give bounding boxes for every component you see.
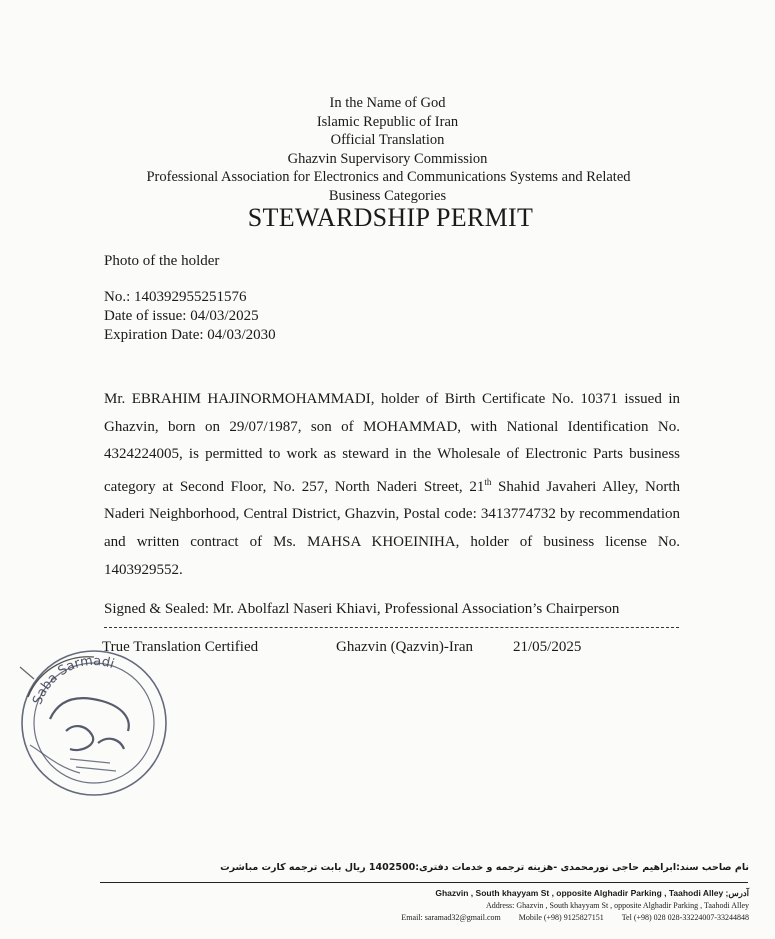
footer-email: Email: saramad32@gmail.com — [401, 913, 501, 922]
certification-location: Ghazvin (Qazvin)-Iran — [336, 639, 474, 655]
footer-divider — [100, 882, 748, 883]
footer-persian-note: نام صاحب سند:ابراهیم حاجی نورمحمدی -هزینه ترجمه و خدمات دفتری:1402500 ریال بابت ترجمه کارت مباشرت — [220, 862, 749, 873]
photo-label: Photo of the holder — [104, 253, 220, 269]
permit-number: No.: 140392955251576 — [104, 289, 247, 305]
body-part-2: Shahid Javaheri Alley, North Naderi Neighborhood, Central District, Ghazvin, Postal code: 3413774732 by recommendation and written contract of Ms. MAHSA KHOEINIHA, holder of business license No. 1403929552. — [104, 478, 680, 578]
permit-meta — [104, 288, 276, 345]
issue-date: Date of issue: 04/03/2025 — [104, 308, 259, 324]
certification-label: True Translation Certified — [102, 639, 259, 655]
footer-address: Address: Ghazvin , South khayyam St , opposite Alghadir Parking , Taahodi Alley — [485, 901, 749, 910]
document-header — [0, 94, 775, 205]
footer-contact — [383, 913, 749, 922]
translator-seal-stamp-icon — [10, 627, 172, 799]
body-superscript: th — [484, 476, 492, 487]
permit-body — [104, 386, 680, 584]
header-line-1: In the Name of God — [329, 95, 446, 111]
signed-sealed-line: Signed & Sealed: Mr. Abolfazl Naseri Khiavi, Professional Association’s Chairperson — [104, 601, 620, 617]
header-line-2: Islamic Republic of Iran — [316, 113, 459, 130]
header-line-5: Professional Association for Electronics and Communications Systems and Related — [146, 169, 631, 185]
footer-mobile: Mobile (+98) 9125827151 — [518, 913, 604, 922]
header-line-6: Business Categories — [328, 187, 447, 204]
footer-tel: Tel (+98) 028 028-33224007-33244848 — [621, 913, 749, 922]
body-part-1: Mr. EBRAHIM HAJINORMOHAMMADI, holder of Birth Certificate No. 10371 issued in Ghazvin, born on 29/07/1987, son of MOHAMMAD, with National Identification No. 4324224005, is permitted to work as steward in the Wholesale of Electronic Parts business category at Second Floor, No. 257, North Naderi Street, 21 — [104, 391, 680, 495]
footer-address-bold: Ghazvin , South khayyam St , opposite Alghadir Parking , Taahodi Alley ;آدرس — [435, 888, 749, 898]
header-line-4: Ghazvin Supervisory Commission — [287, 150, 488, 167]
expiration-date: Expiration Date: 04/03/2030 — [104, 327, 276, 343]
header-line-3: Official Translation — [330, 132, 445, 148]
document-title: STEWARDSHIP PERMIT — [247, 203, 534, 232]
stamp-text: Saba Sarmadi — [30, 653, 116, 707]
certification-date: 21/05/2025 — [513, 639, 582, 655]
dashed-divider — [104, 627, 679, 628]
